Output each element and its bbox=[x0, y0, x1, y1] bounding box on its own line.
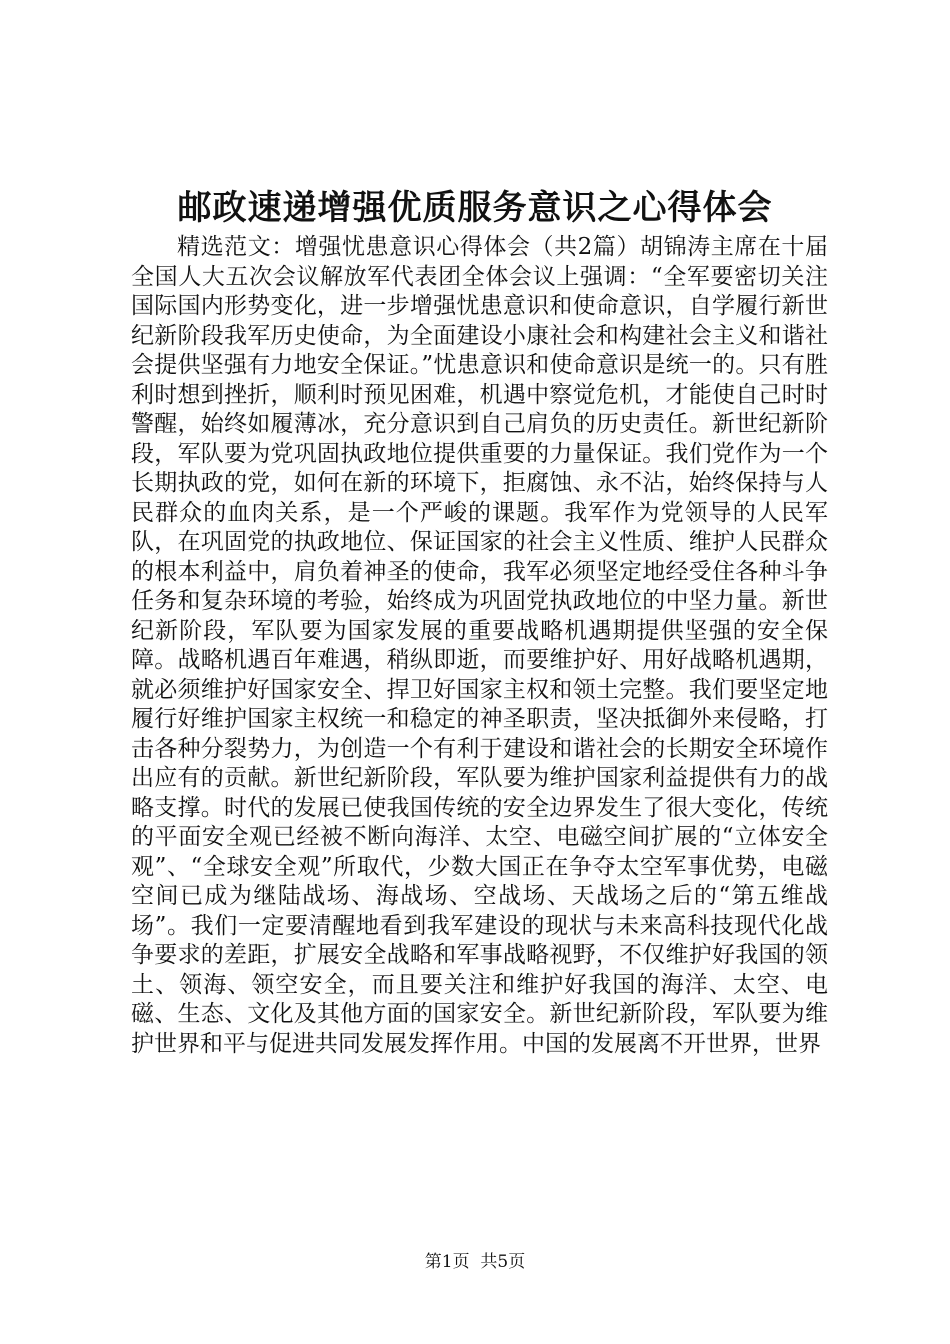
body-paragraph: 精选范文：增强忧患意识心得体会（共2篇）胡锦涛主席在十届全国人大五次会议解放军代表团全体会议上强调：“全军要密切关注国际国内形势变化，进一步增强忧患意识和使命意识，自学履行新世纪新阶段我军历史使命，为全面建设小康社会和构建社会主义和谐社会提供坚强有力地安全保证。”忧患意识和使命意识是统一的。只有胜利时想到挫折，顺利时预见困难，机遇中察觉危机，才能使自己时时警醒，始终如履薄冰，充分意识到自己肩负的历史责任。新世纪新阶段，军队要为党巩固执政地位提供重要的力量保证。我们党作为一个长期执政的党，如何在新的环境下，拒腐蚀、永不沾，始终保持与人民群众的血肉关系，是一个严峻的课题。我军作为党领导的人民军队，在巩固党的执政地位、保证国家的社会主义性质、维护人民群众的根本利益中，肩负着神圣的使命，我军必须坚定地经受住各种斗争任务和复杂环境的考验，始终成为巩固党执政地位的中坚力量。新世纪新阶段，军队要为国家发展的重要战略机遇期提供坚强的安全保障。战略机遇百年难遇，稍纵即逝，而要维护好、用好战略机遇期，就必须维护好国家安全、捍卫好国家主权和领土完整。我们要坚定地履行好维护国家主权统一和稳定的神圣职责，坚决抵御外来侵略，打击各种分裂势力，为创造一个有利于建设和谐社会的长期安全环境作出应有的贡献。新世纪新阶段，军队要为维护国家利益提供有力的战略支撑。时代的发展已使我国传统的安全边界发生了很大变化，传统的平面安全观已经被不断向海洋、太空、电磁空间扩展的“立体安全观”、“全球安全观”所取代，少数大国正在争夺太空军事优势，电磁空间已成为继陆战场、海战场、空战场、天战场之后的“第五维战场”。我们一定要清醒地看到我军建设的现状与未来高科技现代化战争要求的差距，扩展安全战略和军事战略视野，不仅维护好我国的领土、领海、领空安全，而且要关注和维护好我国的海洋、太空、电磁、生态、文化及其他方面的国家安全。新世纪新阶段，军队要为维护世界和平与促进共同发展发挥作用。中国的发展离不开世界，世界 bbox=[131, 234, 828, 1057]
document-title: 邮政速递增强优质服务意识之心得体会 bbox=[177, 188, 773, 228]
page-number: 第1页 bbox=[424, 1252, 470, 1272]
page-footer bbox=[0, 1250, 950, 1274]
page-total: 共5页 bbox=[480, 1252, 526, 1272]
